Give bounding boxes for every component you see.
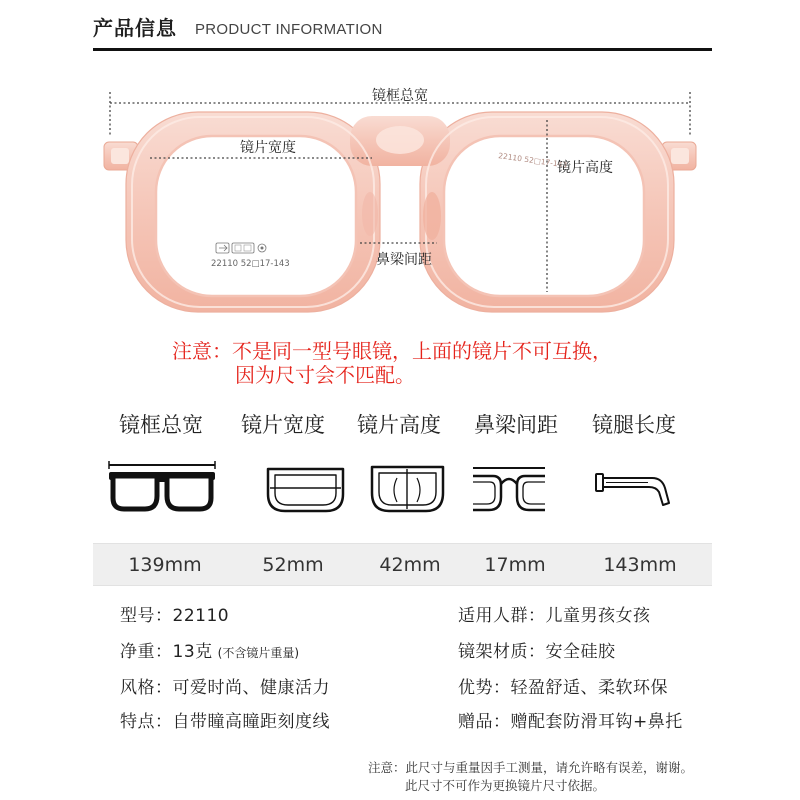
- dimension-label-lens-height: 镜片高度: [357, 413, 441, 437]
- frame-width-label: 镜框总宽: [372, 88, 428, 104]
- spec-key: 优势：: [458, 678, 511, 698]
- notice-line-1: 注意：不是同一型号眼镜，上面的镜片不可互换，: [172, 339, 612, 363]
- dimension-value-bridge: 17mm: [484, 554, 546, 576]
- spec-advantages: [458, 677, 668, 699]
- section-title: 产品信息: [93, 16, 177, 40]
- dimension-value-lens-height: 42mm: [379, 554, 441, 576]
- footer-note-line-1: 注意：此尺寸与重量因手工测量，请允许略有误差，谢谢。: [368, 760, 694, 775]
- lens-height-label: 镜片高度: [557, 160, 613, 176]
- footer-note-line-2: 此尺寸不可作为更换镜片尺寸依据。: [405, 778, 606, 793]
- spec-key: 镜架材质：: [458, 642, 546, 662]
- dimension-value-temple: 143mm: [603, 554, 677, 576]
- dimension-label-lens-width: 镜片宽度: [241, 413, 325, 437]
- bridge-label: 鼻梁间距: [376, 252, 432, 268]
- spec-target-users: [458, 605, 651, 627]
- spec-value: 可爱时尚、健康活力: [172, 678, 330, 698]
- spec-value: 儿童男孩女孩: [545, 606, 651, 626]
- spec-key: 型号：: [120, 606, 173, 626]
- header-divider: [93, 48, 712, 51]
- spec-net-weight: [120, 641, 299, 664]
- frame-total-width-icon: [109, 461, 215, 509]
- spec-value: 22110: [172, 606, 230, 626]
- spec-value: 赠配套防滑耳钩+鼻托: [510, 712, 683, 732]
- lens-width-label: 镜片宽度: [240, 140, 296, 156]
- spec-model: [120, 605, 229, 627]
- lens-sticker-text: 22110 52□17-143: [211, 259, 290, 269]
- spec-key: 适用人群：: [458, 606, 546, 626]
- dimension-label-frame-width: 镜框总宽: [119, 413, 203, 437]
- spec-note: (不含镜片重量): [217, 646, 300, 660]
- spec-key: 净重：: [120, 642, 173, 662]
- dimension-value-frame-width: 139mm: [128, 554, 202, 576]
- dimension-label-temple: 镜腿长度: [592, 413, 676, 437]
- spec-key: 赠品：: [458, 712, 511, 732]
- lens-height-icon: [372, 467, 443, 511]
- spec-key: 风格：: [120, 678, 173, 698]
- bridge-width-icon: [473, 468, 545, 510]
- section-subtitle: PRODUCT INFORMATION: [195, 21, 383, 38]
- dimension-label-bridge: 鼻梁间距: [474, 413, 558, 437]
- dimension-icons: [0, 455, 800, 520]
- temple-print-text: 22110 52□17-143: [497, 151, 568, 170]
- spec-value: 安全硅胶: [545, 642, 616, 662]
- glasses-frame: [104, 112, 696, 312]
- notice-line-2: 因为尺寸会不匹配。: [235, 363, 415, 387]
- spec-frame-material: [458, 641, 616, 663]
- dimension-value-lens-width: 52mm: [262, 554, 324, 576]
- spec-value: 13克: [172, 642, 213, 662]
- spec-value: 自带瞳高瞳距刻度线: [172, 712, 330, 732]
- spec-style: [120, 677, 330, 699]
- lens-width-icon: [268, 469, 343, 511]
- spec-gifts: [458, 711, 683, 733]
- glasses-photo: [0, 70, 800, 330]
- spec-features: [120, 711, 330, 733]
- spec-value: 轻盈舒适、柔软环保: [510, 678, 668, 698]
- temple-length-icon: [596, 474, 669, 505]
- spec-key: 特点：: [120, 712, 173, 732]
